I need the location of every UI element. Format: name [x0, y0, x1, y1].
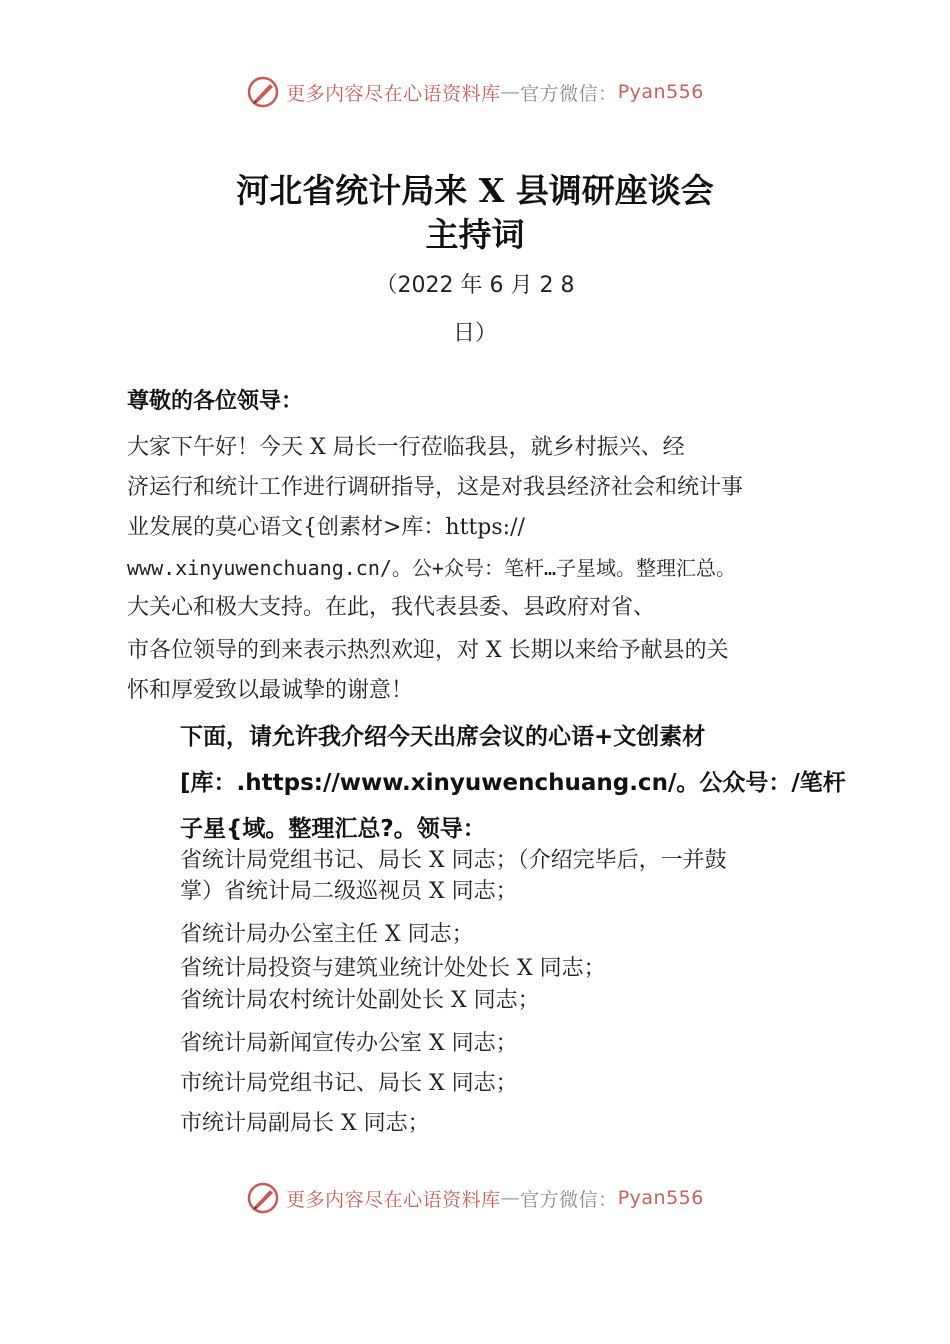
pen-badge-icon — [246, 1181, 280, 1215]
attendee-line: 市统计局副局长 X 同志； — [180, 1111, 430, 1136]
banner-wechat-id: Pyan556 — [617, 81, 704, 103]
header-banner — [0, 72, 950, 112]
body-line-3: 业发展的莫心语文{创素材>库：https:// — [127, 515, 525, 540]
document-date-line-1: （2022 年 6 月 2 8 — [375, 273, 575, 298]
attendee-line: 省统计局农村统计处副处长 X 同志； — [180, 988, 540, 1013]
document-title-line-1: 河北省统计局来 X 县调研座谈会 — [236, 171, 714, 210]
attendee-line: 省统计局办公室主任 X 同志； — [180, 922, 474, 947]
pen-badge-icon — [246, 75, 280, 109]
salutation: 尊敬的各位领导： — [127, 389, 304, 414]
banner-wechat-id: Pyan556 — [617, 1187, 704, 1209]
body-line-5: 大关心和极大支持。在此，我代表县委、县政府对省、 — [127, 595, 656, 620]
footer-banner — [0, 1178, 950, 1218]
intro-bold-line-2: [库：.https://www.xinyuwenchuang.cn/。公众号：/笔杆 — [180, 770, 846, 796]
document-date-line-2: 日） — [452, 321, 497, 346]
body-line-1: 大家下午好！今天 X 局长一行莅临我县，就乡村振兴、经 — [127, 435, 685, 460]
attendee-line: 省统计局投资与建筑业统计处处长 X 同志； — [180, 956, 606, 981]
document-title-line-2: 主持词 — [425, 215, 525, 254]
body-line-6: 市各位领导的到来表示热烈欢迎，对 X 长期以来给予献县的关 — [127, 638, 729, 663]
banner-wechat-label: 官方微信： — [520, 1188, 618, 1211]
banner-main-text: 更多内容尽在心语资料库 — [286, 82, 501, 105]
banner-separator: — — [500, 1187, 521, 1209]
attendee-line: 掌）省统计局二级巡视员 X 同志； — [180, 879, 518, 904]
intro-bold-line-1: 下面，请允许我介绍今天出席会议的心语+文创素材 — [180, 724, 706, 750]
attendee-line: 市统计局党组书记、局长 X 同志； — [180, 1071, 518, 1096]
body-line-7: 怀和厚爱致以最诚挚的谢意！ — [127, 678, 414, 703]
body-line-4: www.xinyuwenchuang.cn/。公+众号：笔杆…子星域。整理汇总。 — [127, 556, 736, 580]
banner-main-text: 更多内容尽在心语资料库 — [286, 1188, 501, 1211]
banner-wechat-label: 官方微信： — [520, 82, 618, 105]
banner-separator: — — [500, 81, 521, 103]
attendee-line: 省统计局新闻宣传办公室 X 同志； — [180, 1031, 518, 1056]
intro-bold-line-3: 子星{域。整理汇总?。领导： — [180, 816, 486, 842]
attendee-line: 省统计局党组书记、局长 X 同志；（介绍完毕后，一并鼓 — [180, 848, 727, 873]
body-line-2: 济运行和统计工作进行调研指导，这是对我县经济社会和统计事 — [127, 475, 744, 500]
